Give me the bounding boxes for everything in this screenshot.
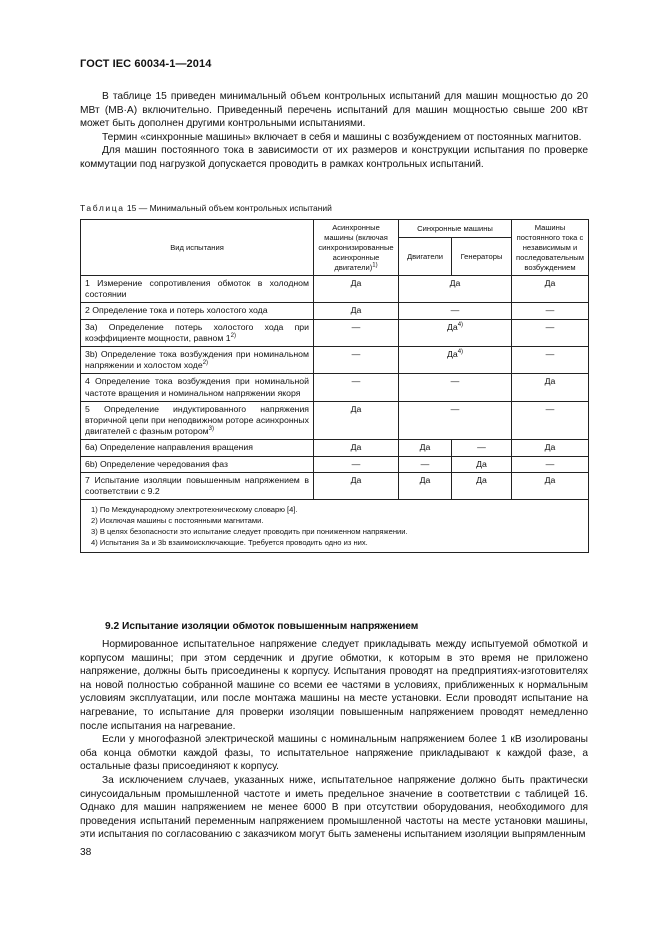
- header-sync: Синхронные машины: [399, 220, 512, 238]
- row-label: 2 Определение тока и потерь холостого хода: [81, 303, 314, 319]
- header-motors: Двигатели: [399, 238, 452, 276]
- header-async-footnote: 1): [372, 261, 378, 268]
- table-row: [81, 319, 589, 346]
- header-async-text: Асинхронные машины (включая синхронизированные асинхронные двигатели): [318, 222, 394, 272]
- cell-dc: Да: [512, 374, 589, 401]
- row-label: 5 Определение индуктированного напряжения вторичной цепи при неподвижном роторе асинхронных двигателей с фазным ротором$^{3)}$: [81, 401, 314, 440]
- cell-sync: —: [399, 374, 512, 401]
- footnote-ref: 3): [208, 426, 214, 433]
- table-caption: [80, 203, 332, 213]
- cell-sync: —: [399, 401, 512, 440]
- cell-dc: —: [512, 303, 589, 319]
- table-row: [81, 276, 589, 303]
- table-note: 3) В целях безопасности это испытание следует проводить при пониженном напряжении.: [91, 527, 408, 537]
- row-label: 3a) Определение потерь холостого хода при коэффициенте мощности, равном 1$^{2)}$: [81, 319, 314, 346]
- cell-dc: —: [512, 319, 589, 346]
- header-async: [314, 220, 399, 276]
- cell-async: —: [314, 374, 399, 401]
- table-note: 2) Исключая машины с постоянными магнитами.: [91, 516, 264, 526]
- cell-async: —: [314, 319, 399, 346]
- table-notes-row: [81, 500, 589, 553]
- cell-motors: —: [399, 456, 452, 472]
- row-label: 6b) Определение чередования фаз: [81, 456, 314, 472]
- row-label: 3b) Определение тока возбуждения при номинальном напряжении и холостом ходе$^{2)}$: [81, 347, 314, 374]
- row-label: 6a) Определение направления вращения: [81, 440, 314, 456]
- table-row: [81, 374, 589, 401]
- table-note: 4) Испытания 3a и 3b взаимоисключающие. Требуется проводить одно из них.: [91, 538, 368, 548]
- cell-dc: —: [512, 347, 589, 374]
- table-row: [81, 347, 589, 374]
- table-notes: [81, 500, 589, 553]
- header-test-type: Вид испытания: [81, 220, 314, 276]
- cell-async: Да: [314, 276, 399, 303]
- cell-async: Да: [314, 472, 399, 499]
- footnote-ref: 4): [457, 349, 464, 356]
- footnote-ref: 2): [230, 332, 236, 339]
- table-row: [81, 440, 589, 456]
- section-paragraph: Нормированное испытательное напряжение следует прикладывать между испытуемой обмоткой и корпусом машины; при этом сердечник и другие обмотки, к которым в это время не приложено напряжение, должны быть присоединены к корпусу. Испытания проводят на предприятиях-изготовителях на новой полностью собранной машине со всеми ее частями в условиях, приближенных к нормальным условиям эксплуатации, или после монтажа машины на месте установки. Если проводят испытание на нагревание, то испытание для проверки изоляции повышенным напряжением проводят немедленно после испытания на нагревание.: [80, 639, 588, 732]
- intro-paragraph: Термин «синхронные машины» включает в себя и машины с возбуждением от постоянных магнитов.: [102, 131, 582, 143]
- table-row: [81, 303, 589, 319]
- cell-sync: $Да^{4)}$: [399, 347, 512, 374]
- table-row: [81, 456, 589, 472]
- row-label: 7 Испытание изоляции повышенным напряжением в соответствии с 9.2: [81, 472, 314, 499]
- cell-sync: Да: [399, 276, 512, 303]
- footnote-ref: 4): [457, 321, 464, 328]
- header-generators: Генераторы: [452, 238, 512, 276]
- cell-async: —: [314, 347, 399, 374]
- cell-sync: $Да^{4)}$: [399, 319, 512, 346]
- row-label: 1 Измерение сопротивления обмоток в холодном состоянии: [81, 276, 314, 303]
- cell-async: Да: [314, 401, 399, 440]
- page-number: 38: [80, 847, 92, 858]
- table-row: [81, 472, 589, 499]
- cell-async: Да: [314, 440, 399, 456]
- table-note: 1) По Международному электротехническому словарю [4].: [91, 505, 298, 515]
- cell-dc: Да: [512, 276, 589, 303]
- cell-dc: —: [512, 456, 589, 472]
- header-dc: Машины постоянного тока с независимым и последовательным возбуждением: [512, 220, 589, 276]
- cell-generators: Да: [452, 472, 512, 499]
- cell-dc: Да: [512, 440, 589, 456]
- section-title: 9.2 Испытание изоляции обмоток повышенным напряжением: [105, 621, 419, 632]
- table-caption-prefix: Таблица: [80, 203, 125, 213]
- table-row: [81, 401, 589, 440]
- page-header-standard-id: ГОСТ IEC 60034-1—2014: [80, 58, 212, 70]
- cell-generators: —: [452, 440, 512, 456]
- table-caption-text: 15 — Минимальный объем контрольных испытаний: [126, 203, 332, 213]
- cell-motors: Да: [399, 472, 452, 499]
- cell-dc: —: [512, 401, 589, 440]
- section-body: [80, 638, 588, 842]
- intro-text: [80, 90, 588, 172]
- section-paragraph: За исключением случаев, указанных ниже, испытательное напряжение должно быть практически синусоидальным промышленной частоте и иметь предельное значение в соответствии с таблицей 16. Однако для машин напряжением не менее 6000 В при отсутствии оборудования, необходимого для проведения испытаний переменным напряжением промышленной частоты на месте установки машины, эти испытания по согласованию с заказчиком могут быть заменены испытанием изоляции выпрямленным: [80, 774, 588, 841]
- footnote-ref: 2): [202, 360, 209, 367]
- cell-dc: Да: [512, 472, 589, 499]
- cell-async: Да: [314, 303, 399, 319]
- cell-sync: —: [399, 303, 512, 319]
- row-label: 4 Определение тока возбуждения при номинальной частоте вращения и номинальном напряжении якоря: [81, 374, 314, 401]
- section-paragraph: Если у многофазной электрической машины с номинальным напряжением более 1 кВ изолированы оба конца обмотки каждой фазы, то испытательное напряжение прикладывают к каждой фазе, а остальные фазы присоединяют к корпусу.: [80, 734, 588, 773]
- cell-generators: Да: [452, 456, 512, 472]
- intro-paragraph: Для машин постоянного тока в зависимости от их размеров и конструкции испытания по проверке коммутации под нагрузкой допускается проводить в рамках контрольных испытаний.: [80, 145, 588, 170]
- cell-async: —: [314, 456, 399, 472]
- intro-paragraph: В таблице 15 приведен минимальный объем контрольных испытаний для машин мощностью до 20 МВт (МВ·А) включительно. Приведенный перечень испытаний для машин мощностью свыше 200 кВт может быть дополнен другими контрольными испытаниями.: [80, 91, 588, 130]
- tests-table: [80, 219, 589, 553]
- cell-motors: Да: [399, 440, 452, 456]
